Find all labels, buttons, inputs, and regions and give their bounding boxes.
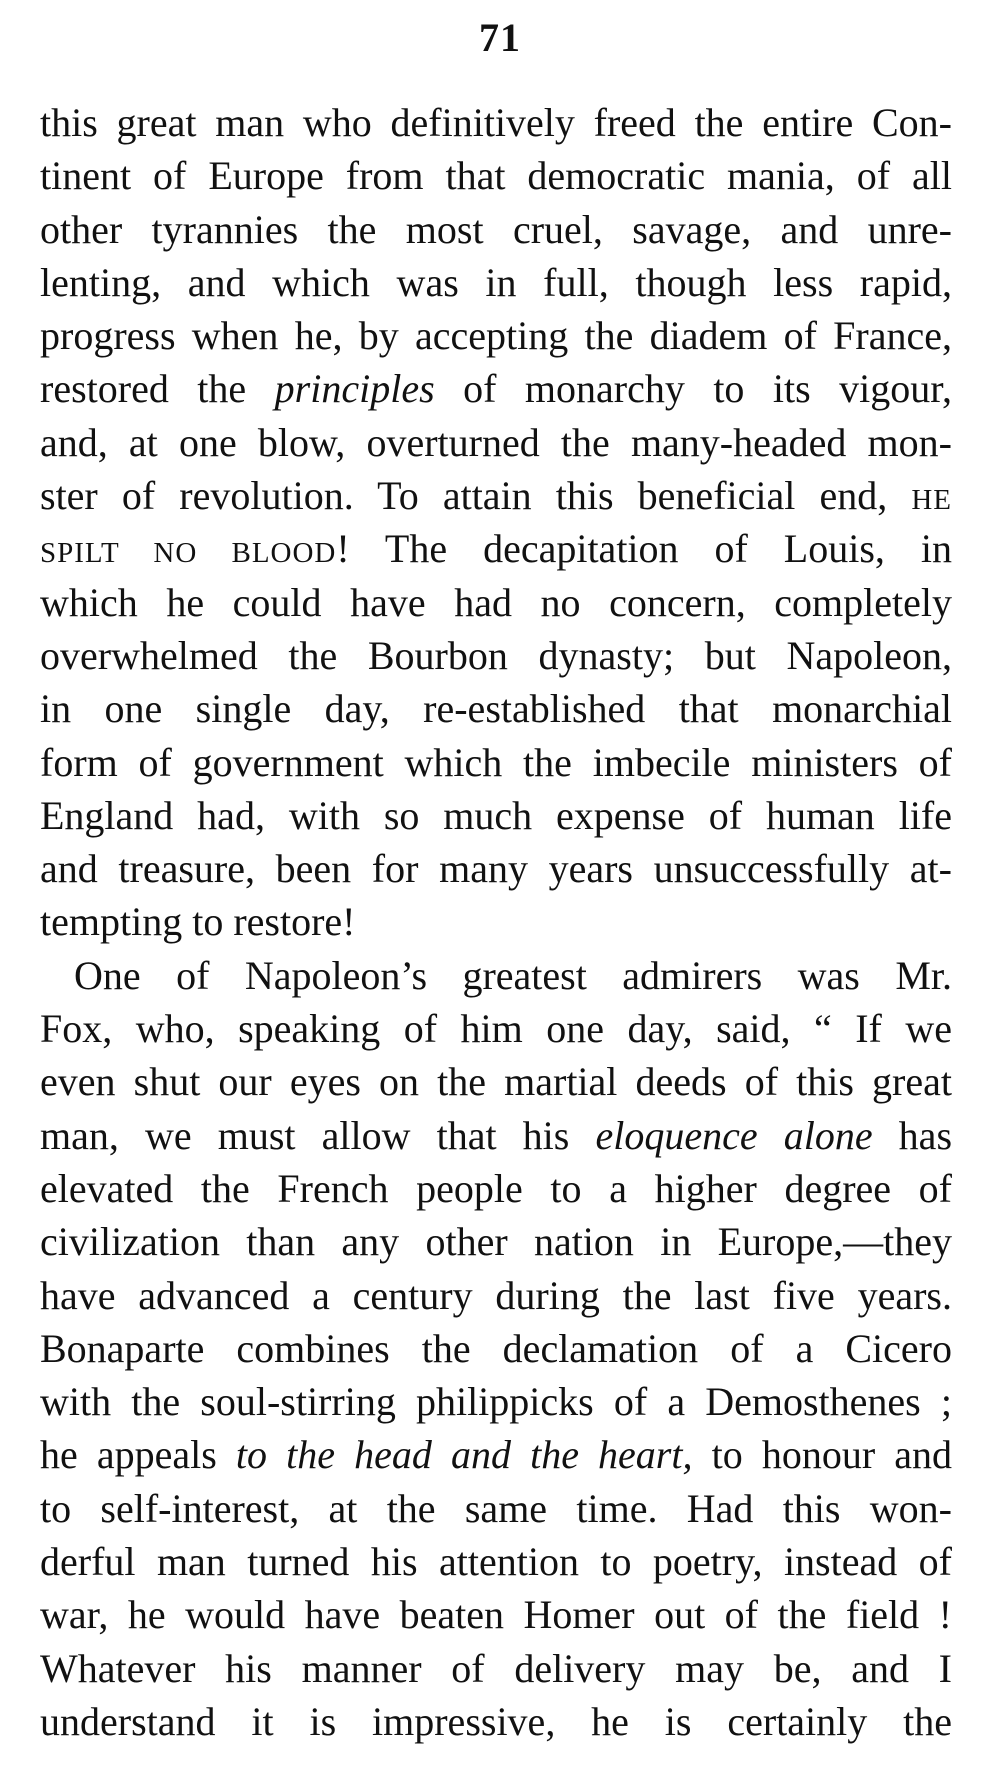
text-line: elevated the French people to a higher degree of	[40, 1165, 952, 1211]
text-line: progress when he, by accepting the diadem of France,	[40, 313, 952, 359]
text-run: restored the	[40, 366, 275, 412]
text-line: and, at one blow, overturned the many-headed mon-	[40, 419, 952, 465]
italic-phrase: to the head and the heart,	[235, 1432, 693, 1478]
text-line: overwhelmed the Bourbon dynasty; but Napoleon,	[40, 632, 952, 678]
text-line: civilization than any other nation in Europe,—they	[40, 1219, 952, 1265]
italic-phrase: principles	[274, 366, 435, 412]
text-line: form of government which the imbecile ministers of	[40, 739, 952, 785]
text-line: with the soul-stirring philippicks of a Demosthenes ;	[40, 1379, 952, 1425]
text-line	[40, 1109, 952, 1162]
text-run: man, we must allow that his	[40, 1112, 596, 1158]
text-line: have advanced a century during the last five years.	[40, 1272, 952, 1318]
text-run: to honour and	[692, 1432, 953, 1478]
text-run: ! The decapitation of Louis, in	[336, 526, 952, 572]
page-number: 71	[479, 15, 521, 60]
text-run: of monarchy to its vigour,	[434, 366, 953, 412]
paragraph-end-line: tempting to restore!	[40, 899, 356, 945]
text-line: England had, with so much expense of human life	[40, 792, 952, 838]
text-line: Bonaparte combines the declamation of a Cicero	[40, 1325, 952, 1371]
text-line: to self-interest, at the same time. Had this won-	[40, 1485, 952, 1531]
text-line	[40, 469, 952, 522]
small-caps-phrase: HE	[911, 484, 952, 517]
text-line: derful man turned his attention to poetry, instead of	[40, 1539, 952, 1585]
italic-phrase: eloquence alone	[595, 1112, 873, 1158]
small-caps-phrase: SPILT NO BLOOD	[40, 537, 337, 570]
text-run: ster of revolution. To attain this beneficial end,	[40, 473, 912, 519]
text-line: war, he would have beaten Homer out of the field !	[40, 1592, 952, 1638]
text-line: tinent of Europe from that democratic mania, of all	[40, 153, 952, 199]
text-line	[40, 1428, 952, 1481]
text-line: Whatever his manner of delivery may be, and I	[40, 1645, 952, 1691]
body-text	[40, 96, 952, 1748]
text-line: lenting, and which was in full, though less rapid,	[40, 259, 952, 305]
text-run: he appeals	[40, 1432, 236, 1478]
text-line: which he could have had no concern, completely	[40, 579, 952, 625]
text-run: has	[872, 1112, 953, 1158]
text-line: even shut our eyes on the martial deeds of this great	[40, 1059, 952, 1105]
text-line: other tyrannies the most cruel, savage, and unre-	[40, 206, 952, 252]
text-line	[40, 362, 952, 415]
text-line: understand it is impressive, he is certainly the	[40, 1698, 952, 1744]
text-line: and treasure, been for many years unsuccessfully at-	[40, 846, 952, 892]
text-line	[40, 522, 952, 575]
text-line: this great man who definitively freed the entire Con-	[40, 100, 952, 145]
paragraph-start-line: One of Napoleon’s greatest admirers was Mr.	[74, 952, 952, 998]
text-line: Fox, who, speaking of him one day, said, “ If we	[40, 1006, 952, 1052]
text-line: in one single day, re-established that monarchial	[40, 686, 952, 732]
